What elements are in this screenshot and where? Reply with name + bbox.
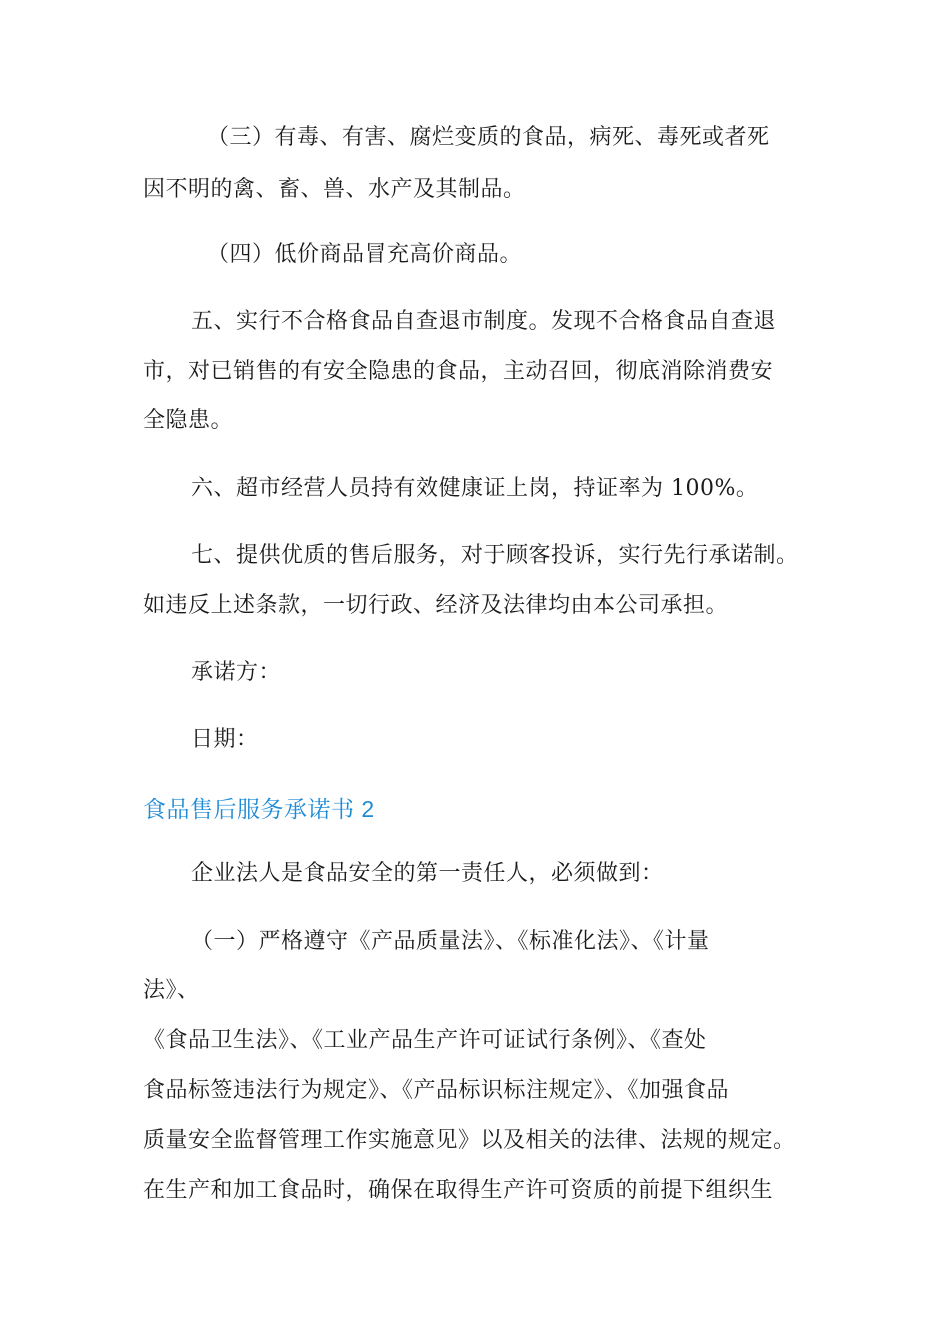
paragraph-line: 食品标签违法行为规定》、《产品标识标注规定》、《加强食品 (143, 1078, 730, 1103)
paragraph-line: （三）有毒、有害、腐烂变质的食品，病死、毒死或者死 (207, 125, 770, 150)
paragraph-line: 市，对已销售的有安全隐患的食品，主动召回，彻底消除消费安 (143, 359, 774, 384)
section-heading: 食品售后服务承诺书 2 (143, 796, 375, 822)
paragraph-line: 全隐患。 (143, 408, 234, 433)
paragraph-line: （一）严格遵守《产品质量法》、《标准化法》、《计量 (191, 929, 710, 954)
paragraph-line: （四）低价商品冒充高价商品。 (207, 242, 523, 267)
signatory-label: 承诺方： (191, 660, 282, 685)
paragraph-line: 如违反上述条款，一切行政、经济及法律均由本公司承担。 (143, 593, 729, 618)
paragraph-line: 在生产和加工食品时，确保在取得生产许可资质的前提下组织生 (143, 1178, 774, 1203)
paragraph-line: 法》、 (143, 978, 200, 1003)
paragraph-line: 质量安全监督管理工作实施意见》以及相关的法律、法规的规定。 (143, 1128, 796, 1153)
paragraph-line: 因不明的禽、畜、兽、水产及其制品。 (143, 177, 526, 202)
paragraph-line: 五、实行不合格食品自查退市制度。发现不合格食品自查退 (191, 309, 777, 334)
paragraph-line: 《食品卫生法》、《工业产品生产许可证试行条例》、《查处 (143, 1028, 707, 1053)
paragraph-line: 六、超市经营人员持有效健康证上岗，持证率为 100%。 (191, 476, 759, 501)
date-label: 日期： (191, 727, 259, 752)
paragraph-line: 企业法人是食品安全的第一责任人，必须做到： (191, 861, 664, 886)
paragraph-line: 七、提供优质的售后服务，对于顾客投诉，实行先行承诺制。 (191, 543, 799, 568)
